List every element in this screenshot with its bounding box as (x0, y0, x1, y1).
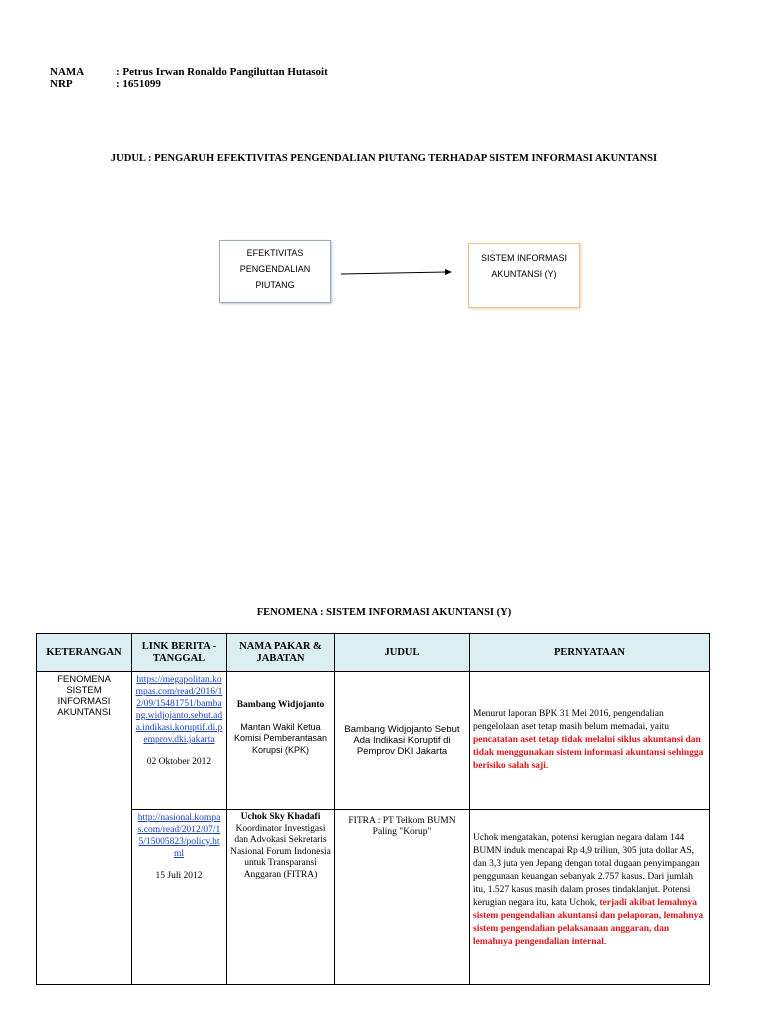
keterangan-cell: FENOMENA SISTEM INFORMASI AKUNTANSI (37, 672, 132, 985)
variable-y-box (468, 243, 580, 308)
news-link[interactable]: https://megapolitan.kompas.com/read/2016/12/09/15481751/bambang.widjojanto.sebut.ada.indikasi.koruptif.di.pemprov.dki.jakarta (135, 675, 223, 745)
column-header: NAMA PAKAR & JABATAN (227, 634, 335, 672)
column-header: JUDUL (335, 634, 470, 672)
news-date: 02 Oktober 2012 (146, 757, 212, 767)
pakar-jabatan: Koordinator Investigasi dan Advokasi Sekretaris Nasional Forum Indonesia untuk Transparansi Anggaran (FITRA) (230, 823, 331, 880)
nama-value: : Petrus Irwan Ronaldo Pangiluttan Hutasoit (116, 66, 328, 78)
fenomena-table (36, 633, 710, 985)
table-header-row (37, 634, 710, 672)
link-cell (132, 672, 227, 810)
pernyataan-highlight: terjadi akibat lemahnya sistem pengendalian akuntansi dan pelaporan, lemahnya sistem pengendalian pelaksanaan anggaran, dan lemahnya pengendalian internal (473, 898, 704, 947)
nrp-label: NRP (50, 78, 73, 90)
research-title: JUDUL : PENGARUH EFEKTIVITAS PENGENDALIAN PIUTANG TERHADAP SISTEM INFORMASI AKUNTANSI (110, 153, 658, 164)
relationship-arrow (0, 0, 768, 400)
variable-x-line: EFEKTIVITAS (246, 248, 304, 258)
judul-cell: Bambang Widjojanto Sebut Ada Indikasi Koruptif di Pemprov DKI Jakarta (335, 672, 470, 810)
table-row (37, 672, 710, 810)
pernyataan-text: Uchok mengatakan, potensi kerugian negara dalam 144 BUMN induk mencapai Rp 4,9 triliun, 305 juta dollar AS, dan 3,3 juta yen Jepang dengan total dugaan penyimpangan penggunaan keuangan sebanyak 2.757 kasus. Dari jumlah itu, 1.527 kasus masih dalam proses tindaklanjut. Potensi kerugian negara itu, kata Uchok, (473, 833, 700, 908)
news-date: 15 Juli 2012 (155, 871, 203, 881)
pernyataan-end: . (603, 937, 607, 947)
nrp-value: : 1651099 (116, 78, 161, 90)
column-header: PERNYATAAN (470, 634, 710, 672)
pernyataan-end: . (545, 761, 549, 771)
pakar-cell (227, 810, 335, 985)
pakar-name: Uchok Sky Khadafi (240, 812, 321, 822)
variable-x-line: PIUTANG (255, 280, 295, 290)
variable-y-line: SISTEM INFORMASI (480, 253, 567, 263)
table-row (37, 810, 710, 985)
pernyataan-cell (470, 810, 710, 985)
pernyataan-text: Menurut laporan BPK 31 Mei 2016, pengendalian pengelolaan aset tetap masih belum memadai, yaitu (473, 709, 670, 732)
pakar-name: Bambang Widjojanto (236, 700, 325, 710)
pakar-jabatan: Mantan Wakil Ketua Komisi Pemberantasan Korupsi (KPK) (233, 721, 328, 755)
variable-y-line: AKUNTANSI (Y) (491, 269, 557, 279)
nama-label: NAMA (50, 66, 85, 78)
variable-x-line: PENGENDALIAN (239, 264, 311, 274)
pernyataan-cell (470, 672, 710, 810)
pernyataan-highlight: pencatatan aset tetap tidak melalui siklus akuntansi dan tidak menggunakan sistem informasi akuntansi sehingga berisiko salah saji (473, 735, 704, 771)
link-cell (132, 810, 227, 985)
pakar-cell (227, 672, 335, 810)
fenomena-title: FENOMENA : SISTEM INFORMASI AKUNTANSI (Y) (256, 607, 512, 618)
judul-cell: FITRA : PT Telkom BUMN Paling "Korup" (335, 810, 470, 985)
column-header: LINK BERITA - TANGGAL (132, 634, 227, 672)
column-header: KETERANGAN (37, 634, 132, 672)
news-link[interactable]: http://nasional.kompas.com/read/2012/07/15/15005823/policy.html (137, 813, 221, 859)
